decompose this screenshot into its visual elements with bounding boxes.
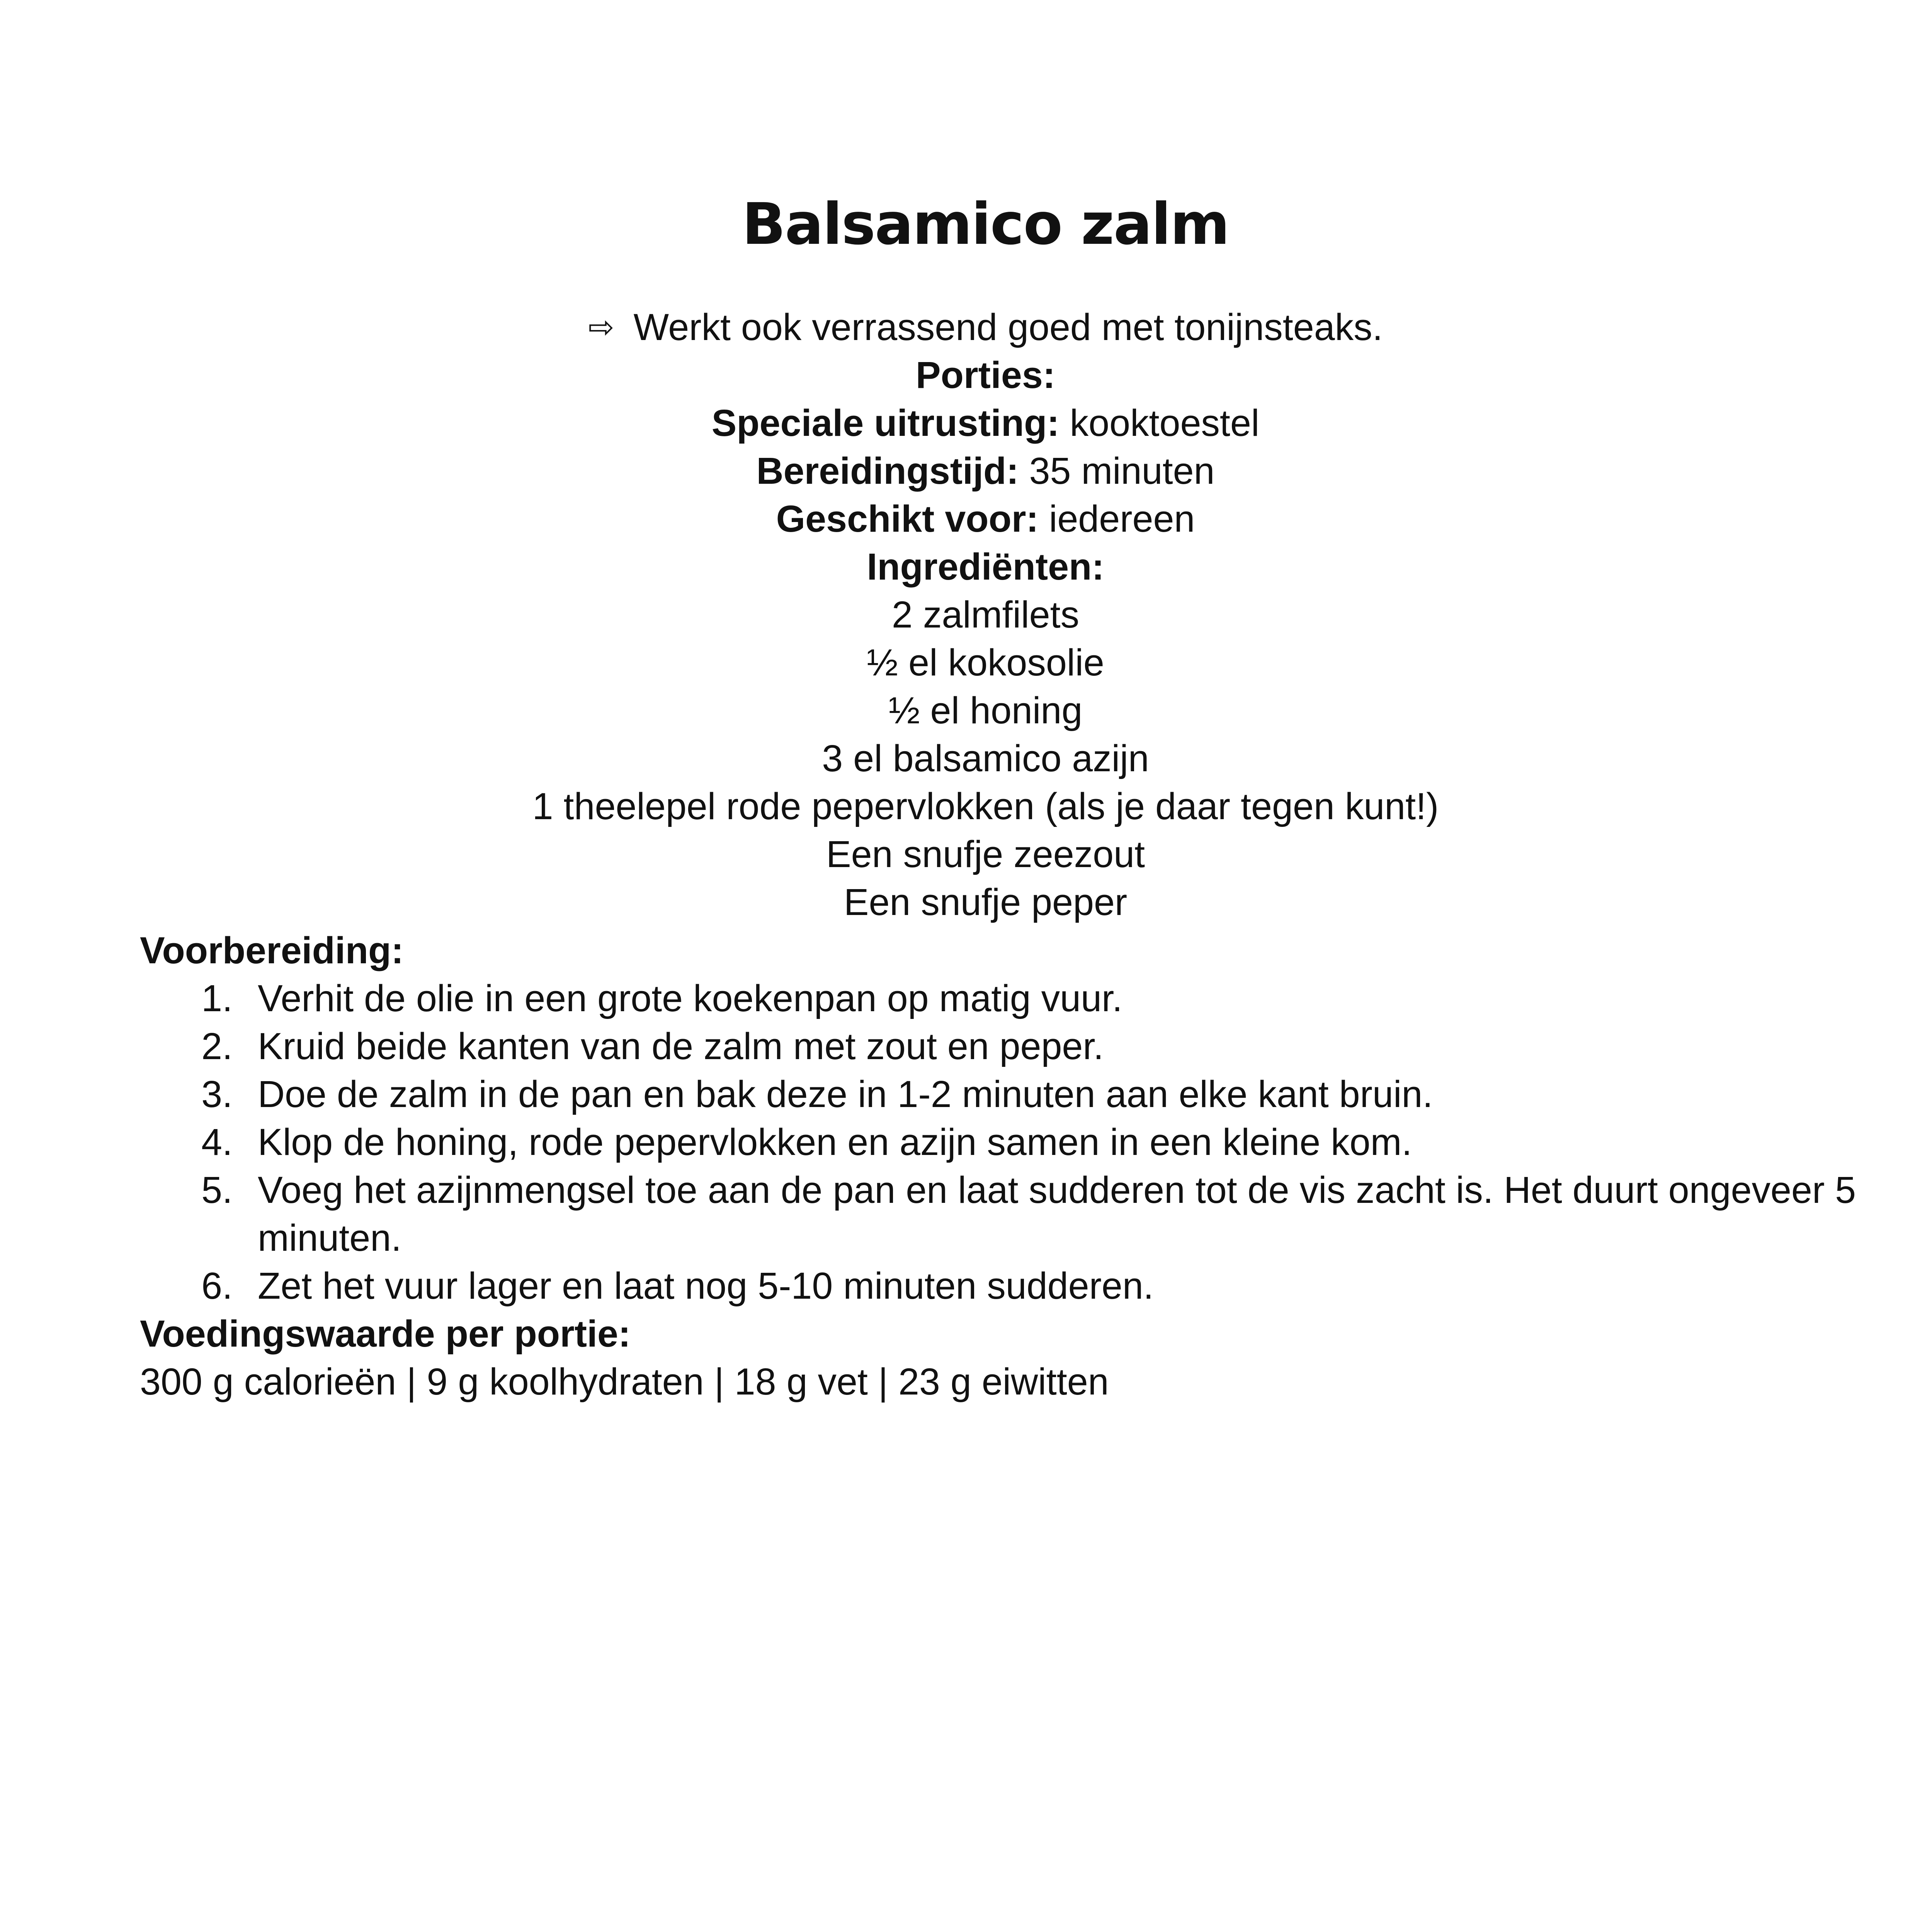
- list-item: [140, 1070, 1801, 1118]
- step-text: Voeg het azijnmengsel toe aan de pan en laat sudderen tot de vis zacht is. Het duurt ongeveer 5 minuten.: [258, 1169, 1856, 1259]
- list-item: [140, 975, 1801, 1022]
- step-number: 3.: [201, 1073, 233, 1115]
- voorbereiding-heading: Voorbereiding:: [140, 929, 404, 971]
- list-item: [140, 1262, 1801, 1310]
- preparation-block: [140, 927, 1856, 1406]
- voedingswaarde-value: 300 g calorieën | 9 g koolhydraten | 18 g vet | 23 g eiwitten: [140, 1361, 1109, 1403]
- step-number: 6.: [201, 1265, 233, 1307]
- uitrusting-value: kooktoestel: [1059, 402, 1260, 444]
- recipe-title: Balsamico zalm: [742, 191, 1229, 257]
- ingredient-item: ½ el honing: [888, 689, 1083, 731]
- ingredient-item: Een snufje peper: [844, 881, 1128, 923]
- step-text: Kruid beide kanten van de zalm met zout en peper.: [258, 1025, 1104, 1067]
- list-item: [140, 1022, 1801, 1070]
- uitrusting-line: [0, 399, 1932, 447]
- step-text: Zet het vuur lager en laat nog 5-10 minuten sudderen.: [258, 1265, 1154, 1307]
- step-number: 2.: [201, 1025, 233, 1067]
- list-item: [140, 1118, 1801, 1166]
- ingredient-item: Een snufje zeezout: [826, 833, 1145, 875]
- ingredient-item: 1 theelepel rode pepervlokken (als je daar tegen kunt!): [532, 785, 1439, 827]
- bereidingstijd-value: 35 minuten: [1019, 450, 1215, 492]
- geschikt-label: Geschikt voor:: [776, 498, 1039, 540]
- bereidingstijd-label: Bereidingstijd:: [756, 450, 1019, 492]
- tip-line: [0, 303, 1932, 351]
- recipe-info-block: [0, 303, 1932, 926]
- step-number: 1.: [201, 977, 233, 1019]
- tip-text: Werkt ook verrassend goed met tonijnsteaks.: [633, 306, 1383, 348]
- bereidingstijd-line: [0, 447, 1932, 495]
- ingredient-item: 3 el balsamico azijn: [822, 737, 1149, 779]
- step-number: 5.: [201, 1169, 233, 1211]
- list-item: [140, 1166, 1932, 1262]
- porties-label: Porties:: [915, 354, 1056, 396]
- arrow-right-outline-icon: ⇨: [588, 309, 614, 345]
- step-text: Doe de zalm in de pan en bak deze in 1-2 minuten aan elke kant bruin.: [258, 1073, 1433, 1115]
- ingredient-item: 2 zalmfilets: [891, 594, 1080, 636]
- voedingswaarde-heading: Voedingswaarde per portie:: [140, 1313, 631, 1355]
- porties-line: [0, 351, 1932, 399]
- ingredienten-label: Ingrediënten:: [867, 546, 1104, 588]
- step-text: Verhit de olie in een grote koekenpan op matig vuur.: [258, 977, 1122, 1019]
- ingredienten-heading: [0, 543, 1932, 591]
- uitrusting-label: Speciale uitrusting:: [711, 402, 1060, 444]
- geschikt-value: iedereen: [1038, 498, 1195, 540]
- preparation-steps-list: [140, 975, 1856, 1310]
- step-text: Klop de honing, rode pepervlokken en azijn samen in een kleine kom.: [258, 1121, 1412, 1163]
- ingredient-item: ½ el kokosolie: [867, 641, 1104, 684]
- geschikt-line: [0, 495, 1932, 543]
- step-number: 4.: [201, 1121, 233, 1163]
